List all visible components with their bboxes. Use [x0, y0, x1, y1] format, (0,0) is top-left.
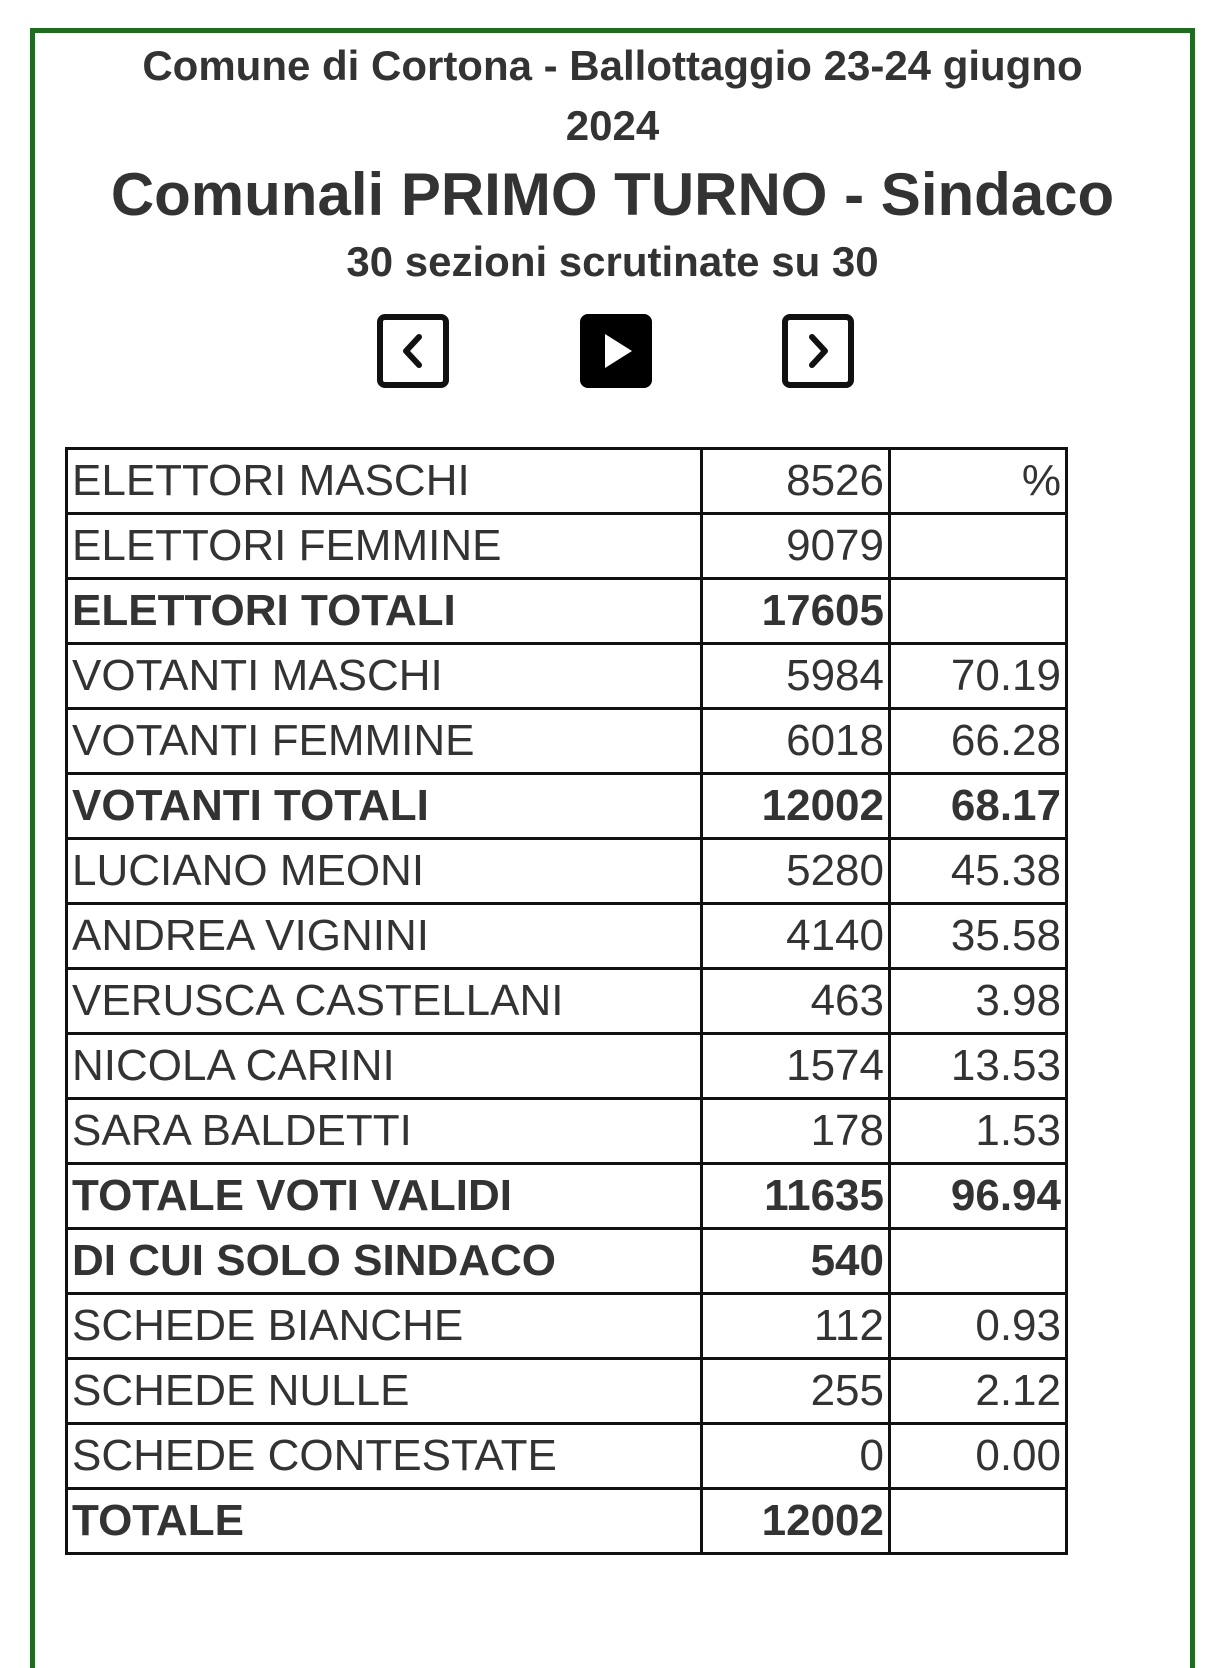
- row-percentage: 13.53: [890, 1034, 1067, 1099]
- row-value: 6018: [702, 709, 890, 774]
- table-row: [67, 449, 1067, 514]
- row-label: SCHEDE NULLE: [67, 1359, 702, 1424]
- row-percentage: 70.19: [890, 644, 1067, 709]
- row-value: 0: [702, 1424, 890, 1489]
- row-label: SCHEDE CONTESTATE: [67, 1424, 702, 1489]
- row-percentage: [890, 514, 1067, 579]
- row-percentage: 66.28: [890, 709, 1067, 774]
- row-label: SCHEDE BIANCHE: [67, 1294, 702, 1359]
- row-label: SARA BALDETTI: [67, 1099, 702, 1164]
- row-value: 12002: [702, 774, 890, 839]
- row-label: ELETTORI TOTALI: [67, 579, 702, 644]
- row-value: 17605: [702, 579, 890, 644]
- row-percentage: [890, 1229, 1067, 1294]
- election-title-line2: 2024: [565, 102, 660, 149]
- results-header: [40, 36, 1185, 290]
- table-row: [67, 579, 1067, 644]
- table-row: [67, 1164, 1067, 1229]
- table-row: [67, 709, 1067, 774]
- row-value: 540: [702, 1229, 890, 1294]
- table-row: [67, 1489, 1067, 1554]
- row-value: 463: [702, 969, 890, 1034]
- row-label: TOTALE VOTI VALIDI: [67, 1164, 702, 1229]
- row-label: ELETTORI FEMMINE: [67, 514, 702, 579]
- table-row: [67, 969, 1067, 1034]
- table-row: [67, 514, 1067, 579]
- sections-counted: 30 sezioni scrutinate su 30: [346, 238, 879, 285]
- navigation-controls: [0, 314, 1232, 396]
- table-row: [67, 839, 1067, 904]
- row-label: ELETTORI MASCHI: [67, 449, 702, 514]
- table-row: [67, 904, 1067, 969]
- chevron-right-icon: [788, 320, 848, 382]
- table-row: [67, 774, 1067, 839]
- row-label: TOTALE: [67, 1489, 702, 1554]
- row-value: 112: [702, 1294, 890, 1359]
- previous-button[interactable]: [377, 314, 449, 388]
- play-button[interactable]: [580, 314, 652, 388]
- table-row: [67, 1034, 1067, 1099]
- row-value: 5280: [702, 839, 890, 904]
- table-row: [67, 1359, 1067, 1424]
- row-percentage: 1.53: [890, 1099, 1067, 1164]
- table-row: [67, 1424, 1067, 1489]
- row-value: 11635: [702, 1164, 890, 1229]
- next-button[interactable]: [782, 314, 854, 388]
- row-label: NICOLA CARINI: [67, 1034, 702, 1099]
- row-value: 178: [702, 1099, 890, 1164]
- row-percentage: %: [890, 449, 1067, 514]
- election-subtitle: Comunali PRIMO TURNO - Sindaco: [110, 161, 1115, 228]
- table-row: [67, 1294, 1067, 1359]
- row-percentage: 0.93: [890, 1294, 1067, 1359]
- row-value: 1574: [702, 1034, 890, 1099]
- row-percentage: 68.17: [890, 774, 1067, 839]
- row-label: LUCIANO MEONI: [67, 839, 702, 904]
- row-label: VOTANTI TOTALI: [67, 774, 702, 839]
- row-value: 8526: [702, 449, 890, 514]
- row-percentage: 3.98: [890, 969, 1067, 1034]
- row-value: 255: [702, 1359, 890, 1424]
- row-percentage: 45.38: [890, 839, 1067, 904]
- row-label: ANDREA VIGNINI: [67, 904, 702, 969]
- play-icon: [586, 320, 646, 382]
- row-label: VOTANTI MASCHI: [67, 644, 702, 709]
- row-value: 4140: [702, 904, 890, 969]
- chevron-left-icon: [383, 320, 443, 382]
- table-row: [67, 1229, 1067, 1294]
- row-label: VERUSCA CASTELLANI: [67, 969, 702, 1034]
- table-row: [67, 644, 1067, 709]
- row-percentage: 0.00: [890, 1424, 1067, 1489]
- results-table: [65, 447, 1068, 1555]
- row-value: 12002: [702, 1489, 890, 1554]
- row-value: 5984: [702, 644, 890, 709]
- row-percentage: 96.94: [890, 1164, 1067, 1229]
- table-row: [67, 1099, 1067, 1164]
- row-percentage: [890, 1489, 1067, 1554]
- election-title-line1: Comune di Cortona - Ballottaggio 23-24 giugno: [142, 42, 1083, 89]
- row-percentage: [890, 579, 1067, 644]
- row-label: DI CUI SOLO SINDACO: [67, 1229, 702, 1294]
- row-percentage: 35.58: [890, 904, 1067, 969]
- row-value: 9079: [702, 514, 890, 579]
- row-label: VOTANTI FEMMINE: [67, 709, 702, 774]
- row-percentage: 2.12: [890, 1359, 1067, 1424]
